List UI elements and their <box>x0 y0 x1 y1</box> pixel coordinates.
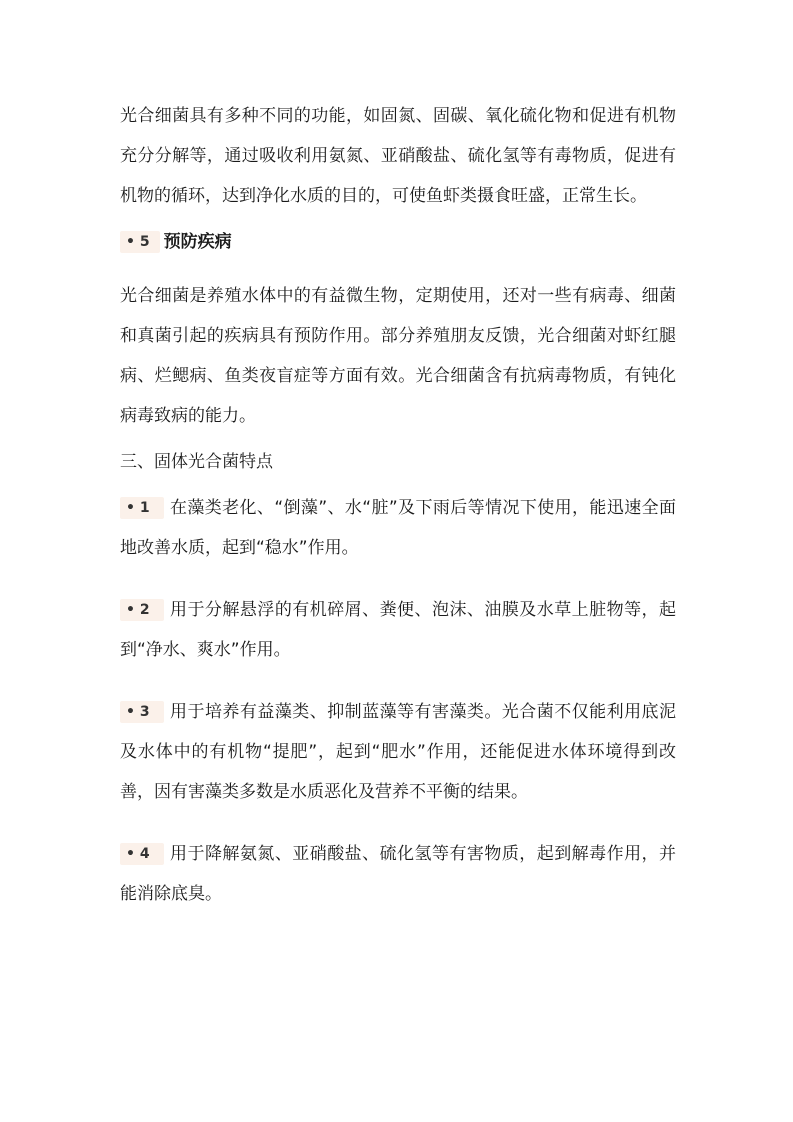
part3-item-1 <box>120 488 676 568</box>
part3-item-3 <box>120 692 676 812</box>
section5-heading <box>120 222 676 262</box>
item-1-number-badge: • 1 <box>120 497 164 519</box>
item-1-text: 在藻类老化、“倒藻”、水“脏”及下雨后等情况下使用，能迅速全面地改善水质，起到“稳水”作用。 <box>120 498 676 558</box>
part3-item-4 <box>120 834 676 914</box>
item-2-text: 用于分解悬浮的有机碎屑、粪便、泡沫、油膜及水草上脏物等，起到“净水、爽水”作用。 <box>120 600 676 660</box>
part3-heading: 三、固体光合菌特点 <box>120 452 273 472</box>
section5-number-badge: • 5 <box>120 231 160 253</box>
section5-paragraph: 光合细菌是养殖水体中的有益微生物，定期使用，还对一些有病毒、细菌和真菌引起的疾病具有预防作用。部分养殖朋友反馈，光合细菌对虾红腿病、烂鳃病、鱼类夜盲症等方面有效。光合细菌含有抗病毒物质，有钝化病毒致病的能力。 <box>120 286 676 426</box>
item-4-text: 用于降解氨氮、亚硝酸盐、硫化氢等有害物质，起到解毒作用，并能消除底臭。 <box>120 844 676 904</box>
item-2-number-badge: • 2 <box>120 599 164 621</box>
document-page <box>120 96 676 914</box>
section4-paragraph: 光合细菌具有多种不同的功能，如固氮、固碳、氧化硫化物和促进有机物充分分解等，通过吸收利用氨氮、亚硝酸盐、硫化氢等有毒物质，促进有机物的循环，达到净化水质的目的，可使鱼虾类摄食旺盛，正常生长。 <box>120 106 676 206</box>
item-3-number-badge: • 3 <box>120 701 164 723</box>
part3-item-2 <box>120 590 676 670</box>
item-3-text: 用于培养有益藻类、抑制蓝藻等有害藻类。光合菌不仅能利用底泥及水体中的有机物“提肥”，起到“肥水”作用，还能促进水体环境得到改善，因有害藻类多数是水质恶化及营养不平衡的结果。 <box>120 702 676 802</box>
item-4-number-badge: • 4 <box>120 843 164 865</box>
section5-title: 预防疾病 <box>163 232 232 252</box>
